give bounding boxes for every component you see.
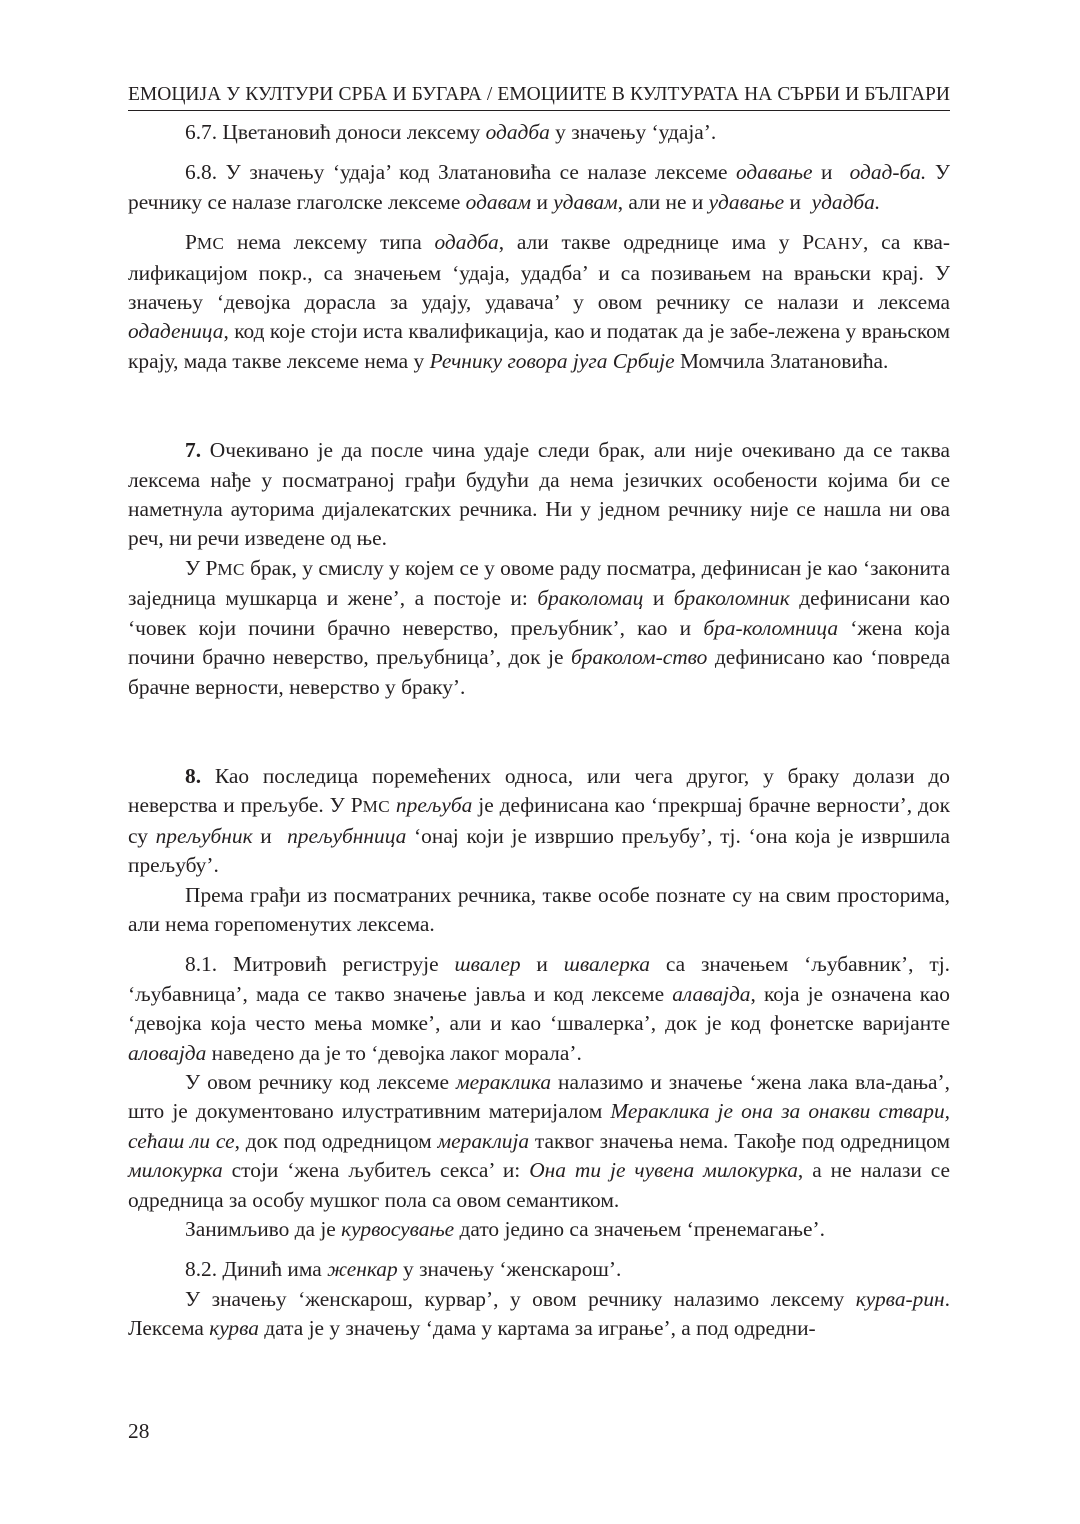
paragraph-kurvosuvanje: Занимљиво да је курвосување дато једино са значењем ‘пренемагање’. bbox=[185, 1217, 825, 1241]
paragraph-meraklika: У овом речнику код лексеме мераклика налазимо и значење ‘жена лака вла-дања’, што је документовано илустративним материјалом Мераклика је она за онакви ствари, сећаш ли се, док под одредницом мераклија таквог значења нема. Такође под одредницом милокурка стоји ‘жена љубитељ секса’ и: Она ти је чувена милокурка, а не налази се одредница за особу мушког пола са овом семантиком. bbox=[128, 1069, 951, 1212]
paragraph-6-8: 6.8. У значењу ‘удаја’ код Златановића се налазе лексеме одавање и одад-ба. У речнику се налазе глаголске лексеме одавам и удавам, али не и удавање и удадба. bbox=[128, 160, 950, 214]
paragraph-8-2: 8.2. Динић има женкар у значењу ‘женскарош’. bbox=[185, 1257, 622, 1282]
page-body bbox=[128, 118, 950, 1344]
paragraph-section-8: 8. Као последица поремећених односа, или чега другог, у браку долази до неверства и прељубе. У РМС прељуба је дефинисана као ‘прекршај брачне верности’, док су прељубник и прељубнница ‘онај који је извршио прељубу’, тј. ‘она која је извршила прељубу’. bbox=[128, 763, 950, 878]
paragraph-section-7: 7. Очекивано је да после чина удаје следи брак, али није очекивано да се таква лексема нађе у посматраној грађи будући да нема језичких особености којима би се наметнула ауторима дијалекатских речника. Ни у једном речнику није се нашла ни ова реч, ни речи изведене од ње. bbox=[128, 438, 950, 551]
paragraph-rms-odadba: РМС нема лексему типа одадба, али такве одреднице има у РСАНУ, са ква-лификацијом покр., са значењем ‘удаја, удадба’ и са позивањем на врањски крај. У значењу ‘девојка дорасла за удају, удавача’ у овом речнику се налази и лексема одаденица, код које стоји иста квалификација, као и податак да је забе-лежена у врањском крају, мада такве лексеме нема у Речнику говора југа Србије Момчила Златановића. bbox=[128, 230, 950, 373]
paragraph-rms-brak: У РМС брак, у смислу у којем се у овоме раду посматра, дефинисан је као ‘законита заједница мушкарца и жене’, а постоје и: браколомац и браколомник дефинисани као ‘човек који почини брачно неверство, прељубник’, као и бра-коломница ‘жена која почини брачно неверство, прељубница’, док је браколом-ство дефинисано као ‘повреда брачне верности, неверство у браку’. bbox=[128, 555, 951, 699]
running-header: ЕМОЦИЈА У КУЛТУРИ СРБА И БУГАРА / ЕМОЦИИТЕ В КУЛТУРАТА НА СЪРБИ И БЪЛГАРИ bbox=[128, 82, 950, 111]
paragraph-kurvarin: У значењу ‘женскарош, курвар’, у овом речнику налазимо лексему курва-рин. Лексема курва дата је у значењу ‘дама у картама за играње’, а под одредни- bbox=[128, 1286, 950, 1341]
paragraph-prema-gradji: Према грађи из посматраних речника, такве особе познате су на свим просторима, али нема горепоменутих лексема. bbox=[128, 882, 950, 936]
paragraph-8-1: 8.1. Митровић региструје швалер и швалерка са значењем ‘љубавник’, тј. ‘љубавница’, мада се такво значење јавља и код лексеме алавајда, која је означена као ‘девојка која често мења момке’, али и као ‘швалерка’, док је код фонетске варијанте аловајда наведено да је то ‘девојка лаког морала’. bbox=[128, 952, 950, 1065]
page-number: 28 bbox=[128, 1419, 150, 1443]
paragraph-6-7: 6.7. Цветановић доноси лексему одадба у значењу ‘удаја’. bbox=[185, 120, 717, 144]
